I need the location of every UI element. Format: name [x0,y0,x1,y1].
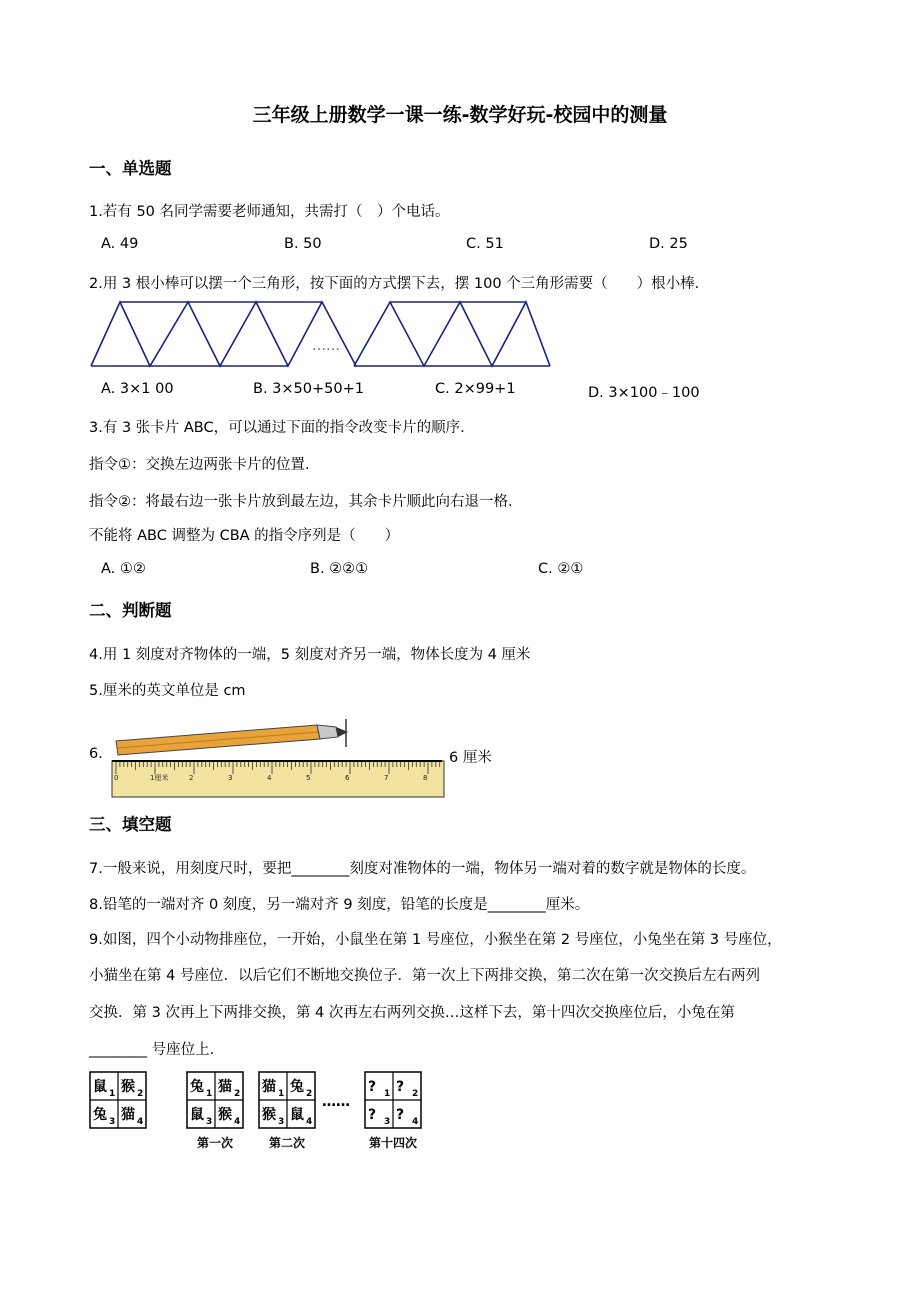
q3-option-b[interactable]: B. ②②① [310,561,369,577]
seat-grid-ellipsis: …… [322,1094,350,1110]
seat-number: 1 [278,1089,285,1099]
q3-instruction-2: 指令②：将最右边一张卡片放到最左边，其余卡片顺此向右退一格. [89,494,513,510]
ruler-label-7: 7 [384,774,389,782]
seat-animal: 鼠 [290,1107,304,1123]
seat-animal: 兔 [290,1079,304,1095]
question-9-line-2: 小猫坐在第 4 号座位．以后它们不断地交换位子．第一次上下两排交换，第二次在第一次交换后左右两列 [89,968,760,984]
seat-animal: ? [368,1107,377,1123]
page-title: 三年级上册数学一课一练-数学好玩-校园中的测量 [252,104,668,126]
seat-number: 2 [137,1089,144,1099]
seat-number: 4 [137,1117,144,1127]
seat-number: 3 [109,1117,116,1127]
seat-grid-svg [364,1071,430,1157]
question-6-number: 6. [89,746,103,762]
ruler-label-2: 2 [189,774,194,782]
seat-number: 1 [384,1089,391,1099]
seat-number: 3 [206,1117,213,1127]
question-9-line-3: 交换．第 3 次再上下两排交换，第 4 次再左右两列交换…这样下去，第十四次交换座位后，小兔在第 [89,1005,735,1021]
q1-option-d[interactable]: D. 25 [649,236,688,252]
seat-animal: 猫 [121,1107,135,1123]
seat-number: 3 [384,1117,391,1127]
q2-option-c[interactable]: C. 2×99+1 [435,381,516,397]
question-8: 8.铅笔的一端对齐 0 刻度，另一端对齐 9 刻度，铅笔的长度是________厘米。 [89,897,590,913]
seat-grid-initial [89,1071,155,1161]
section-heading-single-choice: 一、单选题 [89,159,172,178]
seat-number: 4 [234,1117,241,1127]
seat-grid-caption: 第二次 [268,1136,306,1150]
ruler-label-3: 3 [228,774,233,782]
ruler-label-4: 4 [267,774,272,782]
q3-option-c[interactable]: C. ②① [538,561,584,577]
pencil-icon [116,725,348,755]
question-5: 5.厘米的英文单位是 cm [89,683,246,699]
section-heading-true-false: 二、判断题 [89,601,172,620]
triangle-sticks-figure [88,298,558,372]
question-3: 3.有 3 张卡片 ABC，可以通过下面的指令改变卡片的顺序. [89,420,465,436]
seat-grid-svg [89,1071,155,1157]
ruler-label-6: 6 [345,774,350,782]
ruler-label-0: 0 [114,774,119,782]
triangle-row-left [91,302,356,366]
seat-number: 4 [412,1117,419,1127]
seat-animal: 猴 [262,1107,276,1123]
seat-number: 1 [109,1089,116,1099]
question-6-answer: 6 厘米 [449,750,492,766]
q2-option-b[interactable]: B. 3×50+50+1 [253,381,364,397]
seat-animal: 猴 [121,1079,135,1095]
seat-animal: 鼠 [190,1107,204,1123]
seat-number: 1 [206,1089,213,1099]
seat-grid-first [186,1071,252,1161]
q3-prompt: 不能将 ABC 调整为 CBA 的指令序列是（ ） [89,528,400,544]
seat-number: 2 [306,1089,313,1099]
seat-number: 2 [412,1089,419,1099]
seat-animal: 兔 [93,1107,107,1123]
ruler-label-8: 8 [423,774,428,782]
ruler-label-5: 5 [306,774,311,782]
seat-number: 2 [234,1089,241,1099]
seat-animal: ? [396,1079,405,1095]
q2-option-d[interactable]: D. 3×100﹣100 [588,385,700,401]
question-9-line-1: 9.如图，四个小动物排座位，一开始，小鼠坐在第 1 号座位，小猴坐在第 2 号座位，小兔坐在第 3 号座位， [89,932,782,948]
ruler-label-1: 1厘米 [150,774,169,782]
q1-option-a[interactable]: A. 49 [101,236,139,252]
question-1: 1.若有 50 名同学需要老师通知，共需打（ ）个电话。 [89,204,450,220]
seat-animal: 猴 [218,1107,232,1123]
seat-animal: 鼠 [93,1079,107,1095]
seat-animal: ? [396,1107,405,1123]
seat-grid-caption: 第一次 [196,1136,234,1150]
seat-animal: ? [368,1079,377,1095]
q2-option-a[interactable]: A. 3×1 00 [101,381,174,397]
q1-option-c[interactable]: C. 51 [466,236,504,252]
question-7: 7.一般来说，用刻度尺时，要把________刻度对准物体的一端，物体另一端对着的数字就是物体的长度。 [89,861,756,877]
triangle-row-right [354,302,550,366]
question-4: 4.用 1 刻度对齐物体的一端，5 刻度对齐另一端，物体长度为 4 厘米 [89,647,531,663]
triangle-ellipsis: …… [312,338,340,354]
seat-grid-svg [186,1071,252,1157]
seat-number: 4 [306,1117,313,1127]
seat-animal: 兔 [190,1079,204,1095]
q3-option-a[interactable]: A. ①② [101,561,146,577]
question-9-line-4: ________ 号座位上. [89,1042,215,1058]
seat-grid-svg [258,1071,324,1157]
q3-instruction-1: 指令①：交换左边两张卡片的位置. [89,457,310,473]
question-2: 2.用 3 根小棒可以摆一个三角形，按下面的方式摆下去，摆 100 个三角形需要（ ）根小棒. [89,276,700,292]
pencil-ruler-figure [110,713,455,799]
seat-grid-caption: 第十四次 [368,1136,418,1150]
seat-animal: 猫 [218,1079,232,1095]
seat-number: 3 [278,1117,285,1127]
q1-option-b[interactable]: B. 50 [284,236,322,252]
section-heading-fill-blank: 三、填空题 [89,815,172,834]
seat-grid-second [258,1071,324,1161]
seat-animal: 猫 [262,1079,276,1095]
seat-grid-fourteenth [364,1071,430,1161]
